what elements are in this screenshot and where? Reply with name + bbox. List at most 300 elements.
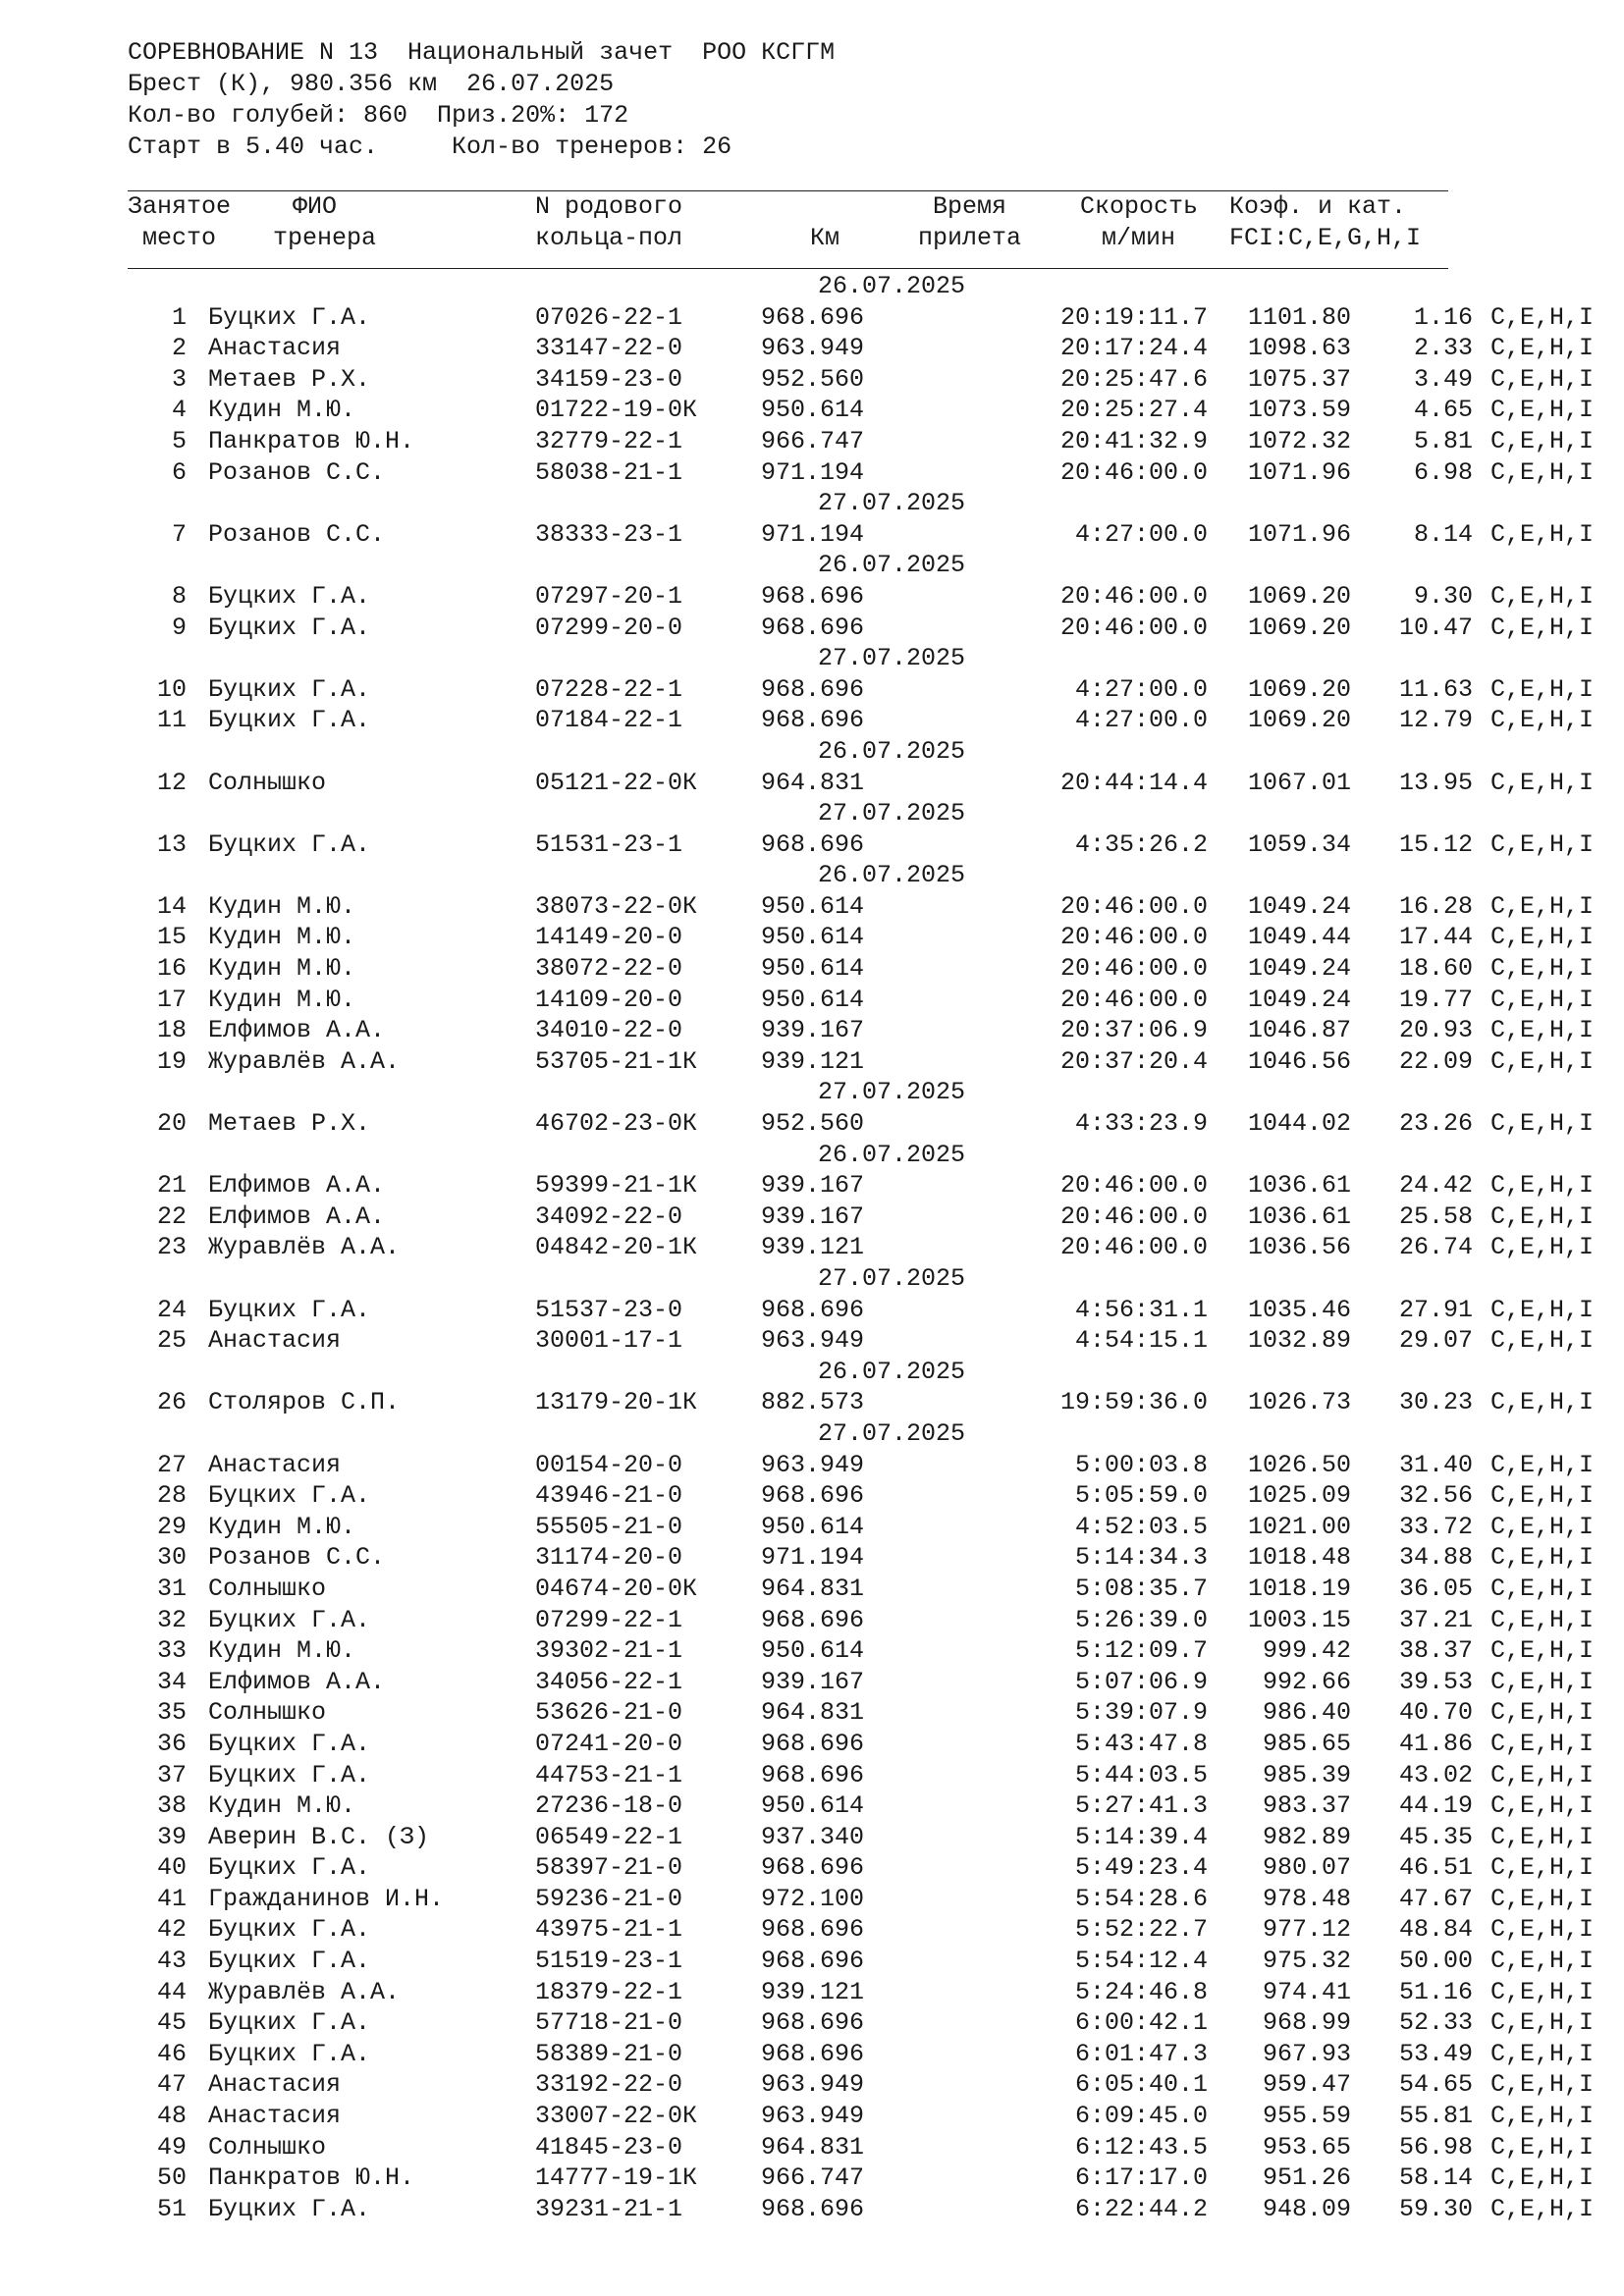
cell-arrival-time: 20:17:24.4	[1059, 334, 1208, 363]
cell-ring: 58389-21-0	[535, 2039, 683, 2068]
cell-trainer: Журавлёв А.А.	[208, 1046, 401, 1076]
cell-ring: 04674-20-0К	[535, 1574, 698, 1603]
cell-km: 968.696	[760, 2194, 864, 2223]
cell-trainer: Кудин М.Ю.	[208, 891, 356, 921]
cell-arrival-time: 20:46:00.0	[1059, 1171, 1208, 1201]
cell-place: 40	[156, 1853, 187, 1883]
cell-coefficient: 4.65	[1413, 396, 1473, 425]
cell-trainer: Панкратов Ю.Н.	[208, 426, 415, 455]
cell-ring: 44753-21-1	[535, 1760, 683, 1789]
cell-speed: 1021.00	[1247, 1512, 1351, 1541]
cell-place: 41	[156, 1884, 187, 1913]
cell-arrival-time: 4:27:00.0	[1074, 519, 1208, 549]
cell-speed: 1069.20	[1247, 613, 1351, 642]
table-row	[128, 705, 1595, 736]
cell-speed: 985.65	[1262, 1729, 1351, 1758]
competition-title: СОРЕВНОВАНИЕ N 13 Национальный зачет РОО КСГГМ	[128, 38, 836, 67]
cell-place: 6	[171, 457, 187, 487]
cell-category: C,E,H,I	[1490, 426, 1595, 455]
cell-km: 968.696	[760, 2008, 864, 2038]
cell-place: 9	[171, 613, 187, 642]
header-speed-2: м/мин	[1102, 224, 1176, 252]
cell-trainer: Солнышко	[208, 1698, 327, 1728]
table-header-rule	[128, 268, 1448, 269]
cell-trainer: Анастасия	[208, 1326, 342, 1356]
table-row	[128, 829, 1595, 861]
cell-ring: 33007-22-0К	[535, 2102, 698, 2131]
cell-arrival-time: 6:00:42.1	[1074, 2008, 1208, 2038]
cell-ring: 32779-22-1	[535, 426, 683, 455]
table-row	[128, 922, 1595, 953]
cell-km: 963.949	[760, 334, 864, 363]
cell-trainer: Кудин М.Ю.	[208, 985, 356, 1014]
cell-coefficient: 23.26	[1398, 1109, 1473, 1139]
cell-arrival-time: 5:14:39.4	[1074, 1822, 1208, 1851]
cell-arrival-time: 20:19:11.7	[1059, 302, 1208, 332]
table-row	[128, 1914, 1595, 1946]
cell-arrival-time: 5:26:39.0	[1074, 1605, 1208, 1634]
cell-coefficient: 2.33	[1413, 334, 1473, 363]
cell-place: 21	[156, 1171, 187, 1201]
cell-ring: 31174-20-0	[535, 1543, 683, 1573]
date-separator: 26.07.2025	[818, 861, 966, 890]
cell-speed: 983.37	[1262, 1791, 1351, 1821]
cell-speed: 1026.73	[1247, 1388, 1351, 1417]
cell-arrival-time: 4:33:23.9	[1074, 1109, 1208, 1139]
cell-place: 47	[156, 2070, 187, 2100]
cell-category: C,E,H,I	[1490, 2039, 1595, 2068]
cell-trainer: Буцких Г.А.	[208, 581, 371, 611]
release-point: Брест (К), 980.356 км 26.07.2025	[128, 70, 615, 98]
cell-speed: 1035.46	[1247, 1295, 1351, 1324]
cell-place: 7	[171, 519, 187, 549]
header-name-2: тренера	[273, 224, 377, 252]
cell-km: 968.696	[760, 1853, 864, 1883]
cell-category: C,E,H,I	[1490, 1884, 1595, 1913]
cell-trainer: Елфимов А.А.	[208, 1667, 386, 1696]
cell-km: 968.696	[760, 581, 864, 611]
cell-km: 939.167	[760, 1171, 864, 1201]
cell-km: 968.696	[760, 1915, 864, 1945]
cell-coefficient: 45.35	[1398, 1822, 1473, 1851]
cell-coefficient: 47.67	[1398, 1884, 1473, 1913]
cell-km: 950.614	[760, 891, 864, 921]
table-row	[128, 613, 1595, 644]
cell-coefficient: 51.16	[1398, 1977, 1473, 2006]
cell-ring: 43946-21-0	[535, 1481, 683, 1511]
cell-place: 3	[171, 364, 187, 394]
cell-place: 1	[171, 302, 187, 332]
cell-speed: 999.42	[1262, 1636, 1351, 1666]
cell-speed: 985.39	[1262, 1760, 1351, 1789]
cell-arrival-time: 6:09:45.0	[1074, 2102, 1208, 2131]
table-row	[128, 1450, 1595, 1481]
cell-category: C,E,H,I	[1490, 923, 1595, 952]
cell-place: 50	[156, 2163, 187, 2193]
cell-ring: 33147-22-0	[535, 334, 683, 363]
cell-arrival-time: 6:17:17.0	[1074, 2163, 1208, 2193]
cell-category: C,E,H,I	[1490, 1698, 1595, 1728]
cell-category: C,E,H,I	[1490, 1295, 1595, 1324]
cell-arrival-time: 5:14:34.3	[1074, 1543, 1208, 1573]
cell-arrival-time: 6:22:44.2	[1074, 2194, 1208, 2223]
cell-trainer: Розанов С.С.	[208, 457, 386, 487]
cell-category: C,E,H,I	[1490, 829, 1595, 859]
cell-km: 966.747	[760, 426, 864, 455]
cell-km: 882.573	[760, 1388, 864, 1417]
cell-trainer: Буцких Г.А.	[208, 1853, 371, 1883]
cell-coefficient: 6.98	[1413, 457, 1473, 487]
cell-trainer: Буцких Г.А.	[208, 674, 371, 704]
cell-ring: 59399-21-1К	[535, 1171, 698, 1201]
results-table-body	[128, 271, 1595, 2224]
cell-category: C,E,H,I	[1490, 2070, 1595, 2100]
cell-category: C,E,H,I	[1490, 519, 1595, 549]
cell-category: C,E,H,I	[1490, 1636, 1595, 1666]
cell-place: 23	[156, 1233, 187, 1262]
cell-ring: 38072-22-0	[535, 954, 683, 984]
cell-km: 968.696	[760, 1481, 864, 1511]
cell-trainer: Буцких Г.А.	[208, 2008, 371, 2038]
cell-ring: 55505-21-0	[535, 1512, 683, 1541]
table-row	[128, 953, 1595, 985]
cell-coefficient: 30.23	[1398, 1388, 1473, 1417]
cell-ring: 14149-20-0	[535, 923, 683, 952]
header-time: Время	[933, 192, 1007, 221]
cell-category: C,E,H,I	[1490, 2132, 1595, 2162]
table-row	[128, 2039, 1595, 2070]
table-row	[128, 426, 1595, 457]
cell-arrival-time: 6:05:40.1	[1074, 2070, 1208, 2100]
cell-trainer: Панкратов Ю.Н.	[208, 2163, 415, 2193]
cell-ring: 14777-19-1К	[535, 2163, 698, 2193]
cell-km: 963.949	[760, 1450, 864, 1479]
cell-arrival-time: 6:01:47.3	[1074, 2039, 1208, 2068]
cell-coefficient: 12.79	[1398, 706, 1473, 735]
cell-ring: 07241-20-0	[535, 1729, 683, 1758]
cell-coefficient: 39.53	[1398, 1667, 1473, 1696]
cell-trainer: Буцких Г.А.	[208, 1295, 371, 1324]
cell-arrival-time: 5:43:47.8	[1074, 1729, 1208, 1758]
cell-place: 36	[156, 1729, 187, 1758]
table-row	[128, 1635, 1595, 1667]
cell-speed: 1046.87	[1247, 1016, 1351, 1045]
cell-coefficient: 37.21	[1398, 1605, 1473, 1634]
cell-arrival-time: 20:44:14.4	[1059, 768, 1208, 797]
cell-place: 49	[156, 2132, 187, 2162]
cell-place: 28	[156, 1481, 187, 1511]
cell-place: 37	[156, 1760, 187, 1789]
cell-coefficient: 18.60	[1398, 954, 1473, 984]
cell-category: C,E,H,I	[1490, 334, 1595, 363]
cell-speed: 968.99	[1262, 2008, 1351, 2038]
cell-ring: 27236-18-0	[535, 1791, 683, 1821]
cell-speed: 1071.96	[1247, 457, 1351, 487]
cell-ring: 58038-21-1	[535, 457, 683, 487]
cell-coefficient: 44.19	[1398, 1791, 1473, 1821]
cell-ring: 07184-22-1	[535, 706, 683, 735]
cell-category: C,E,H,I	[1490, 1574, 1595, 1603]
header-speed: Скорость	[1080, 192, 1199, 221]
cell-arrival-time: 4:52:03.5	[1074, 1512, 1208, 1541]
cell-place: 2	[171, 334, 187, 363]
table-row	[128, 1790, 1595, 1822]
cell-trainer: Буцких Г.А.	[208, 2194, 371, 2223]
cell-ring: 07299-22-1	[535, 1605, 683, 1634]
cell-category: C,E,H,I	[1490, 613, 1595, 642]
cell-arrival-time: 20:37:06.9	[1059, 1016, 1208, 1045]
cell-speed: 1049.24	[1247, 954, 1351, 984]
cell-arrival-time: 5:49:23.4	[1074, 1853, 1208, 1883]
cell-km: 968.696	[760, 1295, 864, 1324]
cell-trainer: Солнышко	[208, 1574, 327, 1603]
table-row	[128, 2069, 1595, 2101]
cell-km: 950.614	[760, 985, 864, 1014]
cell-ring: 34056-22-1	[535, 1667, 683, 1696]
cell-ring: 51537-23-0	[535, 1295, 683, 1324]
cell-speed: 959.47	[1262, 2070, 1351, 2100]
cell-category: C,E,H,I	[1490, 1729, 1595, 1758]
table-row	[128, 768, 1595, 799]
cell-place: 19	[156, 1046, 187, 1076]
cell-speed: 1069.20	[1247, 674, 1351, 704]
cell-place: 27	[156, 1450, 187, 1479]
cell-speed: 1073.59	[1247, 396, 1351, 425]
cell-km: 971.194	[760, 519, 864, 549]
cell-arrival-time: 6:12:43.5	[1074, 2132, 1208, 2162]
cell-category: C,E,H,I	[1490, 985, 1595, 1014]
cell-coefficient: 3.49	[1413, 364, 1473, 394]
cell-ring: 18379-22-1	[535, 1977, 683, 2006]
cell-arrival-time: 20:46:00.0	[1059, 1201, 1208, 1231]
cell-place: 17	[156, 985, 187, 1014]
table-row	[128, 2163, 1595, 2194]
cell-km: 950.614	[760, 1512, 864, 1541]
cell-category: C,E,H,I	[1490, 1667, 1595, 1696]
table-row	[128, 1574, 1595, 1605]
cell-coefficient: 40.70	[1398, 1698, 1473, 1728]
cell-speed: 986.40	[1262, 1698, 1351, 1728]
cell-place: 31	[156, 1574, 187, 1603]
cell-category: C,E,H,I	[1490, 1450, 1595, 1479]
cell-speed: 1059.34	[1247, 829, 1351, 859]
table-row	[128, 457, 1595, 489]
cell-km: 952.560	[760, 364, 864, 394]
cell-speed: 982.89	[1262, 1822, 1351, 1851]
cell-km: 968.696	[760, 613, 864, 642]
cell-trainer: Буцких Г.А.	[208, 1915, 371, 1945]
header-ring: N родового	[535, 192, 683, 221]
cell-trainer: Буцких Г.А.	[208, 829, 371, 859]
cell-arrival-time: 5:12:09.7	[1074, 1636, 1208, 1666]
cell-ring: 00154-20-0	[535, 1450, 683, 1479]
cell-coefficient: 41.86	[1398, 1729, 1473, 1758]
cell-trainer: Буцких Г.А.	[208, 1729, 371, 1758]
table-row	[128, 2101, 1595, 2132]
date-separator: 26.07.2025	[818, 551, 966, 580]
header-ring-2: кольца-пол	[535, 224, 683, 252]
cell-coefficient: 55.81	[1398, 2102, 1473, 2131]
cell-coefficient: 29.07	[1398, 1326, 1473, 1356]
cell-place: 38	[156, 1791, 187, 1821]
header-place: Занятое	[128, 192, 232, 221]
table-row	[128, 1046, 1595, 1078]
cell-speed: 975.32	[1262, 1947, 1351, 1976]
cell-place: 12	[156, 768, 187, 797]
cell-speed: 1049.44	[1247, 923, 1351, 952]
cell-trainer: Кудин М.Ю.	[208, 1791, 356, 1821]
cell-arrival-time: 20:25:27.4	[1059, 396, 1208, 425]
cell-place: 45	[156, 2008, 187, 2038]
table-row	[128, 581, 1595, 613]
cell-arrival-time: 5:44:03.5	[1074, 1760, 1208, 1789]
cell-ring: 39302-21-1	[535, 1636, 683, 1666]
table-row	[128, 1387, 1595, 1418]
cell-coefficient: 26.74	[1398, 1233, 1473, 1262]
cell-category: C,E,H,I	[1490, 1326, 1595, 1356]
cell-trainer: Кудин М.Ю.	[208, 954, 356, 984]
table-row	[128, 333, 1595, 364]
cell-ring: 53626-21-0	[535, 1698, 683, 1728]
cell-km: 968.696	[760, 2039, 864, 2068]
cell-speed: 1036.56	[1247, 1233, 1351, 1262]
cell-trainer: Аверин В.С. (З)	[208, 1822, 430, 1851]
cell-ring: 51519-23-1	[535, 1947, 683, 1976]
cell-coefficient: 11.63	[1398, 674, 1473, 704]
cell-speed: 1075.37	[1247, 364, 1351, 394]
cell-coefficient: 13.95	[1398, 768, 1473, 797]
cell-trainer: Буцких Г.А.	[208, 1947, 371, 1976]
cell-ring: 51531-23-1	[535, 829, 683, 859]
cell-place: 44	[156, 1977, 187, 2006]
cell-speed: 1069.20	[1247, 706, 1351, 735]
cell-ring: 57718-21-0	[535, 2008, 683, 2038]
cell-km: 968.696	[760, 1760, 864, 1789]
cell-category: C,E,H,I	[1490, 1109, 1595, 1139]
cell-speed: 1018.48	[1247, 1543, 1351, 1573]
cell-coefficient: 9.30	[1413, 581, 1473, 611]
cell-trainer: Кудин М.Ю.	[208, 1636, 356, 1666]
cell-ring: 59236-21-0	[535, 1884, 683, 1913]
cell-km: 937.340	[760, 1822, 864, 1851]
cell-place: 46	[156, 2039, 187, 2068]
cell-arrival-time: 20:46:00.0	[1059, 985, 1208, 1014]
cell-category: C,E,H,I	[1490, 1543, 1595, 1573]
table-row	[128, 519, 1595, 551]
cell-ring: 06549-22-1	[535, 1822, 683, 1851]
cell-km: 972.100	[760, 1884, 864, 1913]
cell-place: 20	[156, 1109, 187, 1139]
cell-ring: 30001-17-1	[535, 1326, 683, 1356]
cell-place: 34	[156, 1667, 187, 1696]
cell-place: 43	[156, 1947, 187, 1976]
cell-place: 30	[156, 1543, 187, 1573]
cell-coefficient: 27.91	[1398, 1295, 1473, 1324]
cell-ring: 01722-19-0К	[535, 396, 698, 425]
cell-trainer: Буцких Г.А.	[208, 302, 371, 332]
cell-speed: 948.09	[1262, 2194, 1351, 2223]
cell-speed: 1025.09	[1247, 1481, 1351, 1511]
cell-category: C,E,H,I	[1490, 1512, 1595, 1541]
table-row	[128, 985, 1595, 1016]
results-document	[128, 37, 1595, 2224]
cell-place: 26	[156, 1388, 187, 1417]
cell-km: 964.831	[760, 1698, 864, 1728]
cell-place: 5	[171, 426, 187, 455]
table-row	[128, 1822, 1595, 1853]
cell-place: 18	[156, 1016, 187, 1045]
cell-speed: 1044.02	[1247, 1109, 1351, 1139]
cell-ring: 04842-20-1К	[535, 1233, 698, 1262]
cell-place: 8	[171, 581, 187, 611]
cell-arrival-time: 5:00:03.8	[1074, 1450, 1208, 1479]
cell-coefficient: 8.14	[1413, 519, 1473, 549]
table-row	[128, 2007, 1595, 2039]
cell-place: 48	[156, 2102, 187, 2131]
cell-coefficient: 56.98	[1398, 2132, 1473, 2162]
cell-km: 950.614	[760, 1791, 864, 1821]
cell-km: 963.949	[760, 2102, 864, 2131]
date-separator: 26.07.2025	[818, 1357, 966, 1386]
cell-trainer: Гражданинов И.Н.	[208, 1884, 445, 1913]
cell-km: 964.831	[760, 1574, 864, 1603]
table-row	[128, 1697, 1595, 1729]
date-separator: 26.07.2025	[818, 1140, 966, 1169]
table-row	[128, 1480, 1595, 1512]
cell-coefficient: 17.44	[1398, 923, 1473, 952]
cell-category: C,E,H,I	[1490, 2008, 1595, 2038]
cell-coefficient: 22.09	[1398, 1046, 1473, 1076]
cell-coefficient: 34.88	[1398, 1543, 1473, 1573]
cell-place: 39	[156, 1822, 187, 1851]
cell-ring: 58397-21-0	[535, 1853, 683, 1883]
cell-trainer: Елфимов А.А.	[208, 1171, 386, 1201]
cell-coefficient: 32.56	[1398, 1481, 1473, 1511]
cell-category: C,E,H,I	[1490, 1822, 1595, 1851]
cell-arrival-time: 20:46:00.0	[1059, 923, 1208, 952]
cell-coefficient: 31.40	[1398, 1450, 1473, 1479]
cell-category: C,E,H,I	[1490, 954, 1595, 984]
table-row	[128, 2132, 1595, 2163]
cell-trainer: Буцких Г.А.	[208, 1605, 371, 1634]
cell-km: 968.696	[760, 1605, 864, 1634]
date-separator: 26.07.2025	[818, 736, 966, 766]
cell-coefficient: 53.49	[1398, 2039, 1473, 2068]
cell-speed: 974.41	[1262, 1977, 1351, 2006]
cell-category: C,E,H,I	[1490, 1016, 1595, 1045]
cell-ring: 53705-21-1К	[535, 1046, 698, 1076]
cell-speed: 977.12	[1262, 1915, 1351, 1945]
table-row	[128, 395, 1595, 426]
cell-arrival-time: 4:35:26.2	[1074, 829, 1208, 859]
cell-ring: 34010-22-0	[535, 1016, 683, 1045]
cell-speed: 1071.96	[1247, 519, 1351, 549]
cell-speed: 955.59	[1262, 2102, 1351, 2131]
cell-category: C,E,H,I	[1490, 1388, 1595, 1417]
cell-trainer: Метаев Р.Х.	[208, 364, 371, 394]
cell-km: 963.949	[760, 1326, 864, 1356]
cell-coefficient: 52.33	[1398, 2008, 1473, 2038]
date-separator: 26.07.2025	[818, 272, 966, 300]
cell-ring: 41845-23-0	[535, 2132, 683, 2162]
cell-speed: 1098.63	[1247, 334, 1351, 363]
cell-coefficient: 19.77	[1398, 985, 1473, 1014]
cell-km: 963.949	[760, 2070, 864, 2100]
cell-arrival-time: 20:46:00.0	[1059, 457, 1208, 487]
cell-trainer: Журавлёв А.А.	[208, 1977, 401, 2006]
pigeon-count: Кол-во голубей: 860 Приз.20%: 172	[128, 101, 629, 130]
cell-coefficient: 48.84	[1398, 1915, 1473, 1945]
